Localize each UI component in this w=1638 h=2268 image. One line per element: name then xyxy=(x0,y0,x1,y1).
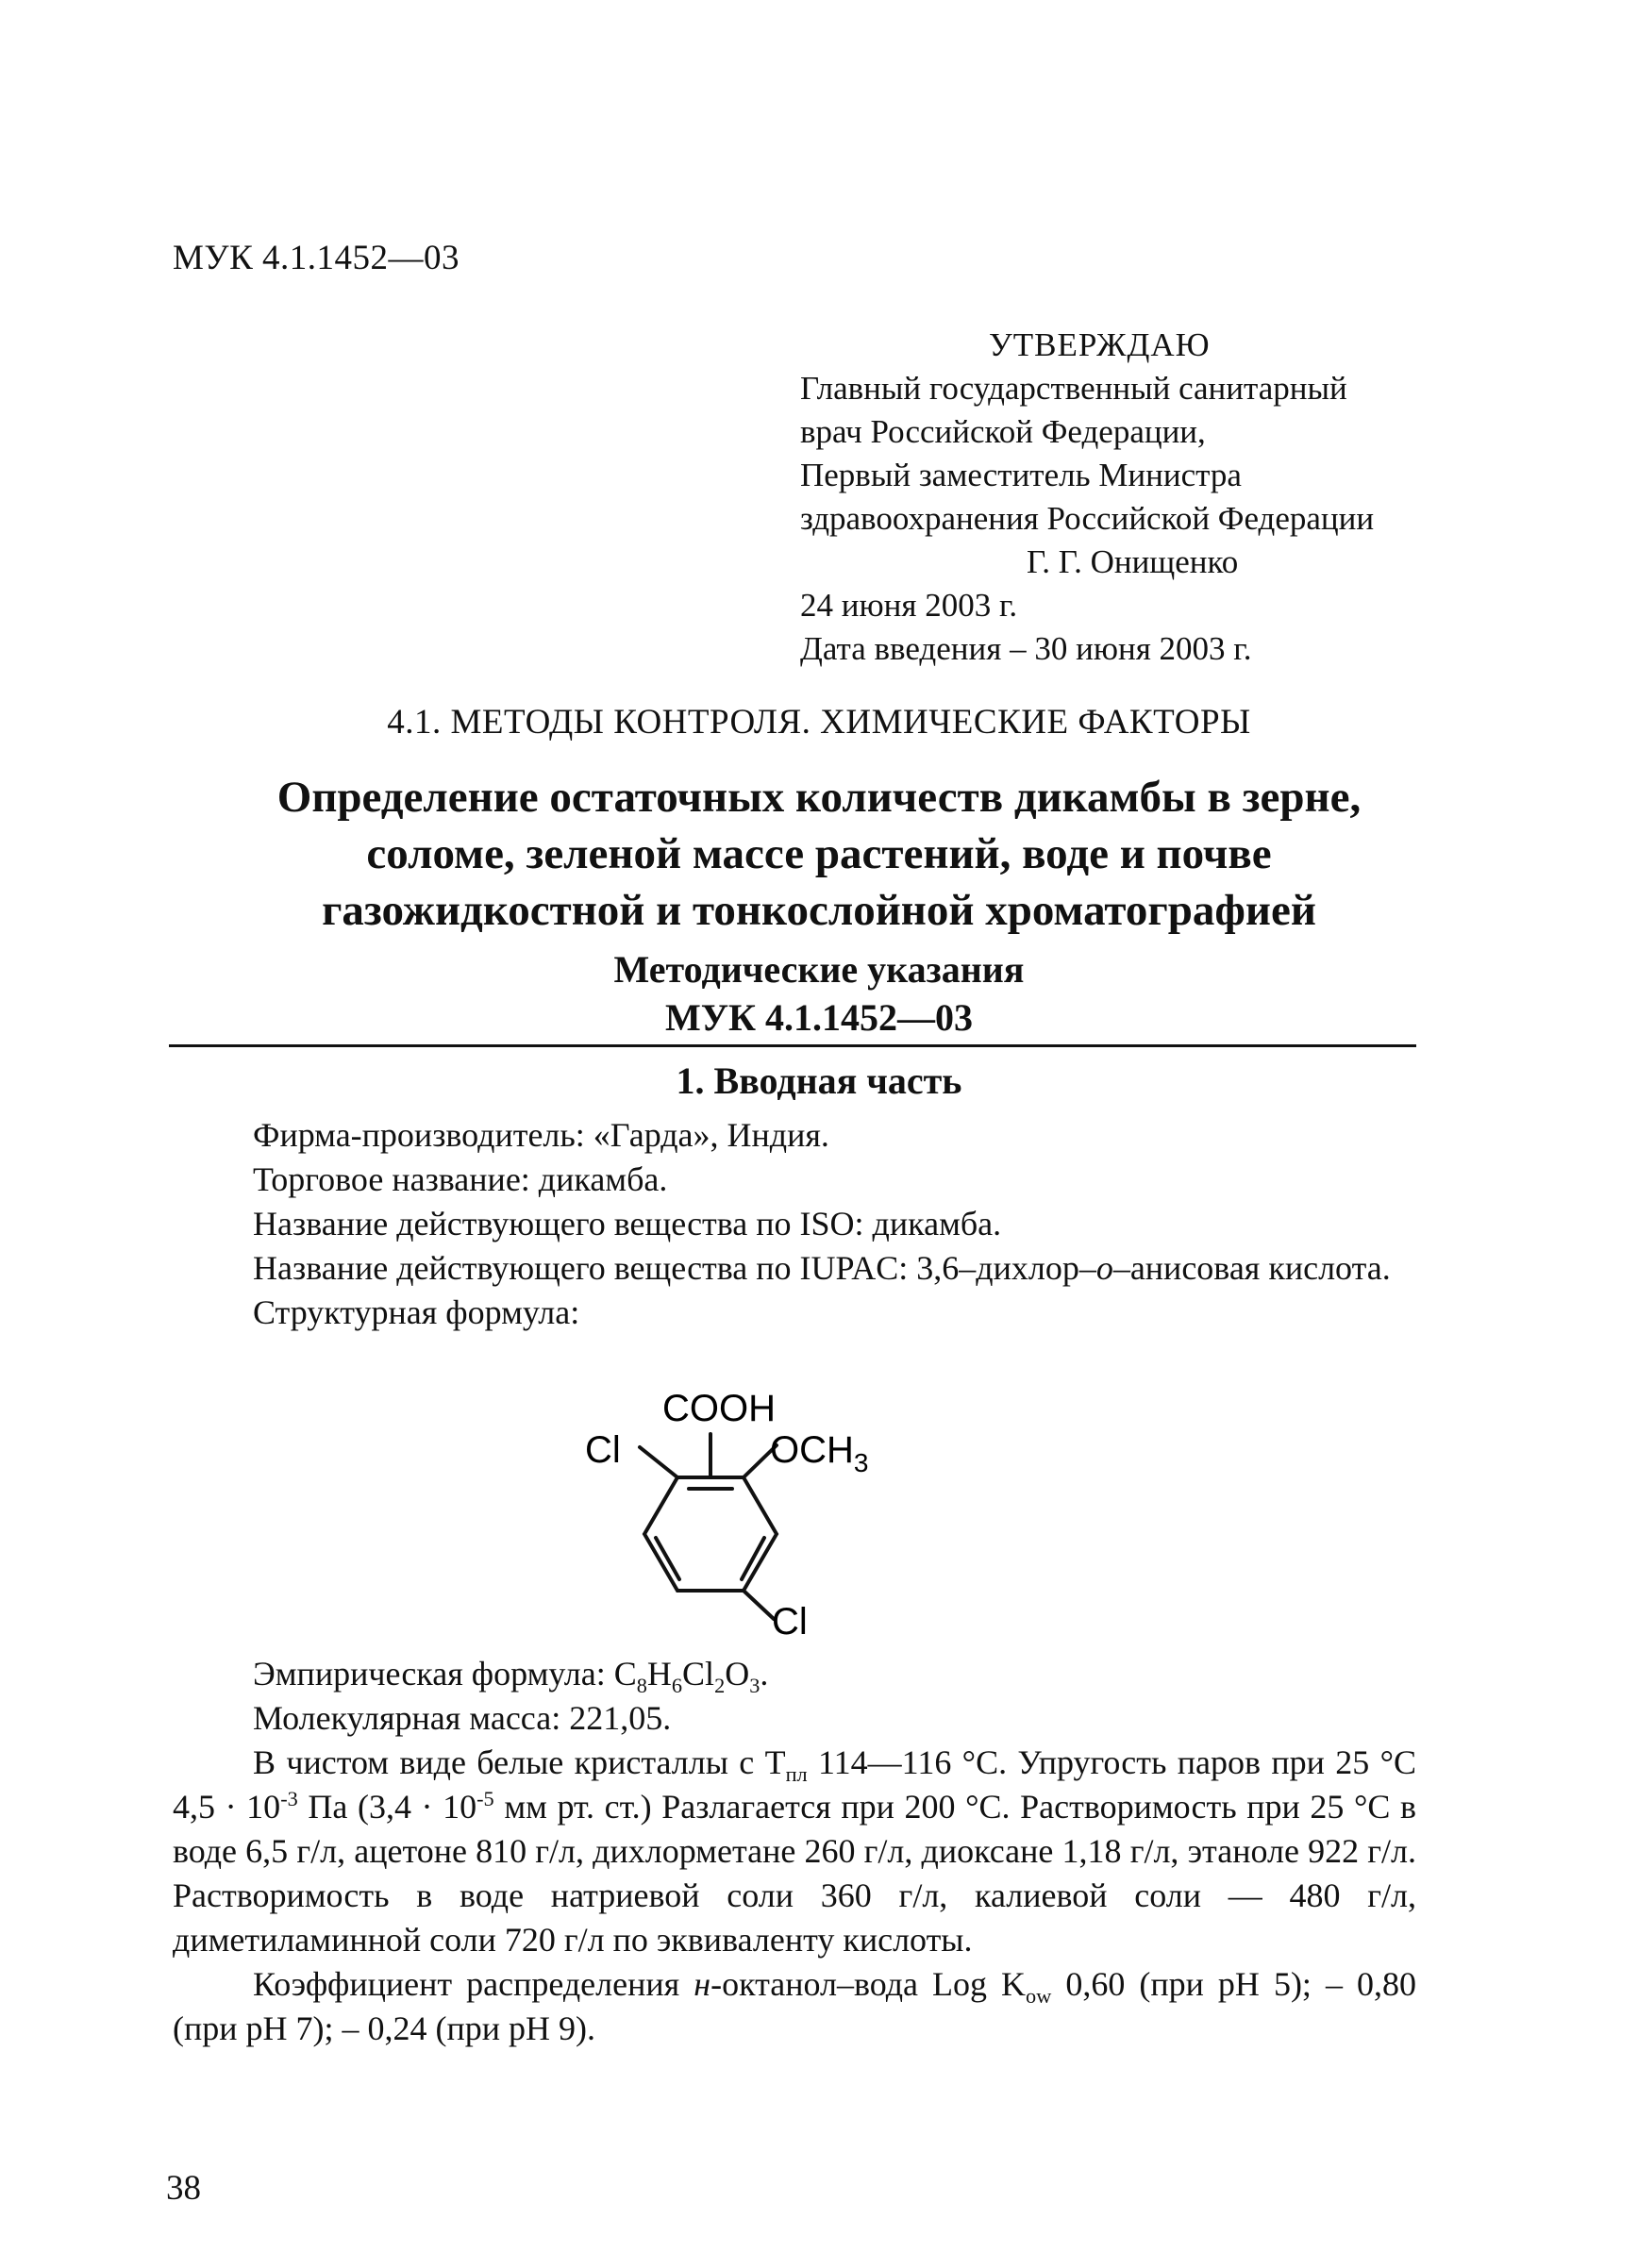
exponent-2: -5 xyxy=(476,1787,494,1810)
subtitle-text: Методические указания xyxy=(613,948,1025,991)
properties-paragraph xyxy=(173,1741,1416,1962)
sub-o: 3 xyxy=(749,1674,760,1698)
och3-subscript: 3 xyxy=(853,1448,869,1477)
cl-bottom-bond xyxy=(744,1591,774,1619)
effective-date: Дата введения – 30 июня 2003 г. xyxy=(800,630,1252,667)
document-subtitle xyxy=(142,945,1496,1042)
intro-list xyxy=(173,1113,1416,1335)
structural-formula-label: Структурная формула: xyxy=(253,1293,580,1331)
approval-title: УТВЕРЖДАЮ xyxy=(989,326,1211,363)
cl-left-bond xyxy=(640,1447,677,1477)
elem-c: C xyxy=(613,1655,637,1693)
iupac-text: Название действующего вещества по IUPAC: 3,6–дихлор– xyxy=(253,1249,1096,1287)
sub-h: 6 xyxy=(671,1674,683,1698)
approval-block xyxy=(800,324,1461,671)
partition-paragraph xyxy=(173,1962,1416,2051)
benzene-ring-diagram xyxy=(517,1387,913,1642)
subtitle-code: МУК 4.1.1452—03 xyxy=(664,996,974,1039)
exponent-1: -3 xyxy=(280,1787,298,1810)
title-line: соломе, зеленой массе растений, воде и почве xyxy=(366,829,1272,878)
approver-name: Г. Г. Онищенко xyxy=(1027,543,1239,580)
partition-text-3: 0,60 (при pH 5); – 0,80 (при pH 7); – 0,24 (при pH 9). xyxy=(173,1965,1416,2047)
approval-line: Главный государственный санитарный xyxy=(800,370,1347,407)
sub-c: 8 xyxy=(636,1674,647,1698)
title-line: Определение остаточных количеств дикамбы в зерне, xyxy=(276,773,1362,822)
properties-block xyxy=(173,1652,1416,2051)
sub-cl: 2 xyxy=(714,1674,726,1698)
kow-subscript: ow xyxy=(1026,1984,1052,2009)
empirical-label: Эмпирическая формула: xyxy=(253,1655,614,1693)
partition-text-2: -октанол–вода Log K xyxy=(710,1965,1027,2003)
trade-name-line: Торговое название: дикамба. xyxy=(253,1160,668,1198)
manufacturer-line: Фирма-производитель: «Гарда», Индия. xyxy=(253,1116,829,1154)
prop-text-2: 114—116 °С. Упругость паров при 25 °С 4,5 · 10 xyxy=(173,1743,1416,1826)
title-line: газожидкостной и тонкослойной хроматографией xyxy=(322,886,1316,935)
prop-text-3: Па (3,4 · 10 xyxy=(297,1788,477,1826)
formula-end: . xyxy=(760,1655,769,1693)
iupac-name-paragraph xyxy=(173,1246,1416,1291)
elem-h: H xyxy=(646,1655,672,1693)
partition-italic: н xyxy=(694,1965,711,2003)
cl-left-label: Cl xyxy=(585,1429,621,1471)
approval-line: здравоохранения Российской Федерации xyxy=(800,500,1375,537)
benzene-ring xyxy=(644,1477,777,1591)
och3-label xyxy=(770,1429,868,1477)
iupac-text-end: –анисовая кислота. xyxy=(1112,1249,1391,1287)
molecular-mass-line: Молекулярная масса: 221,05. xyxy=(253,1699,672,1737)
section-heading: 4.1. МЕТОДЫ КОНТРОЛЯ. ХИМИЧЕСКИЕ ФАКТОРЫ xyxy=(387,703,1251,742)
intro-heading: 1. Вводная часть xyxy=(676,1059,962,1102)
document-title xyxy=(142,769,1496,939)
och3-text: OCH xyxy=(770,1429,854,1471)
elem-cl: Cl xyxy=(682,1655,715,1693)
horizontal-rule xyxy=(169,1044,1416,1047)
approval-date: 24 июня 2003 г. xyxy=(800,587,1018,624)
document-code-header: МУК 4.1.1452—03 xyxy=(173,239,460,277)
elem-o: O xyxy=(725,1655,750,1693)
iso-name-line: Название действующего вещества по ISO: дикамба. xyxy=(253,1205,1002,1242)
partition-text-1: Коэффициент распределения xyxy=(253,1965,694,2003)
iupac-italic: о xyxy=(1095,1249,1113,1287)
approval-line: Первый заместитель Министра xyxy=(800,457,1242,493)
melting-subscript: пл xyxy=(785,1762,808,1787)
approval-line: врач Российской Федерации, xyxy=(800,413,1206,450)
page-number: 38 xyxy=(166,2169,201,2208)
cooh-label: COOH xyxy=(662,1388,776,1429)
cl-bottom-label: Cl xyxy=(772,1601,808,1642)
prop-text-4: мм рт. ст.) Разлагается при 200 °С. Растворимость при 25 °С в воде 6,5 г/л, ацетоне 810 г/л, дихлорметане 260 г/л, диоксане 1,18 г/л, этаноле 922 г/л. Растворимость в воде натриевой соли 360 г/л, калиевой соли — 480 г/л, диметиламинной соли 720 г/л по эквиваленту кислоты. xyxy=(173,1788,1416,1959)
structural-formula-diagram xyxy=(517,1387,913,1642)
empirical-formula-line xyxy=(173,1652,1416,1696)
prop-text-1: В чистом виде белые кристаллы с T xyxy=(253,1743,786,1781)
